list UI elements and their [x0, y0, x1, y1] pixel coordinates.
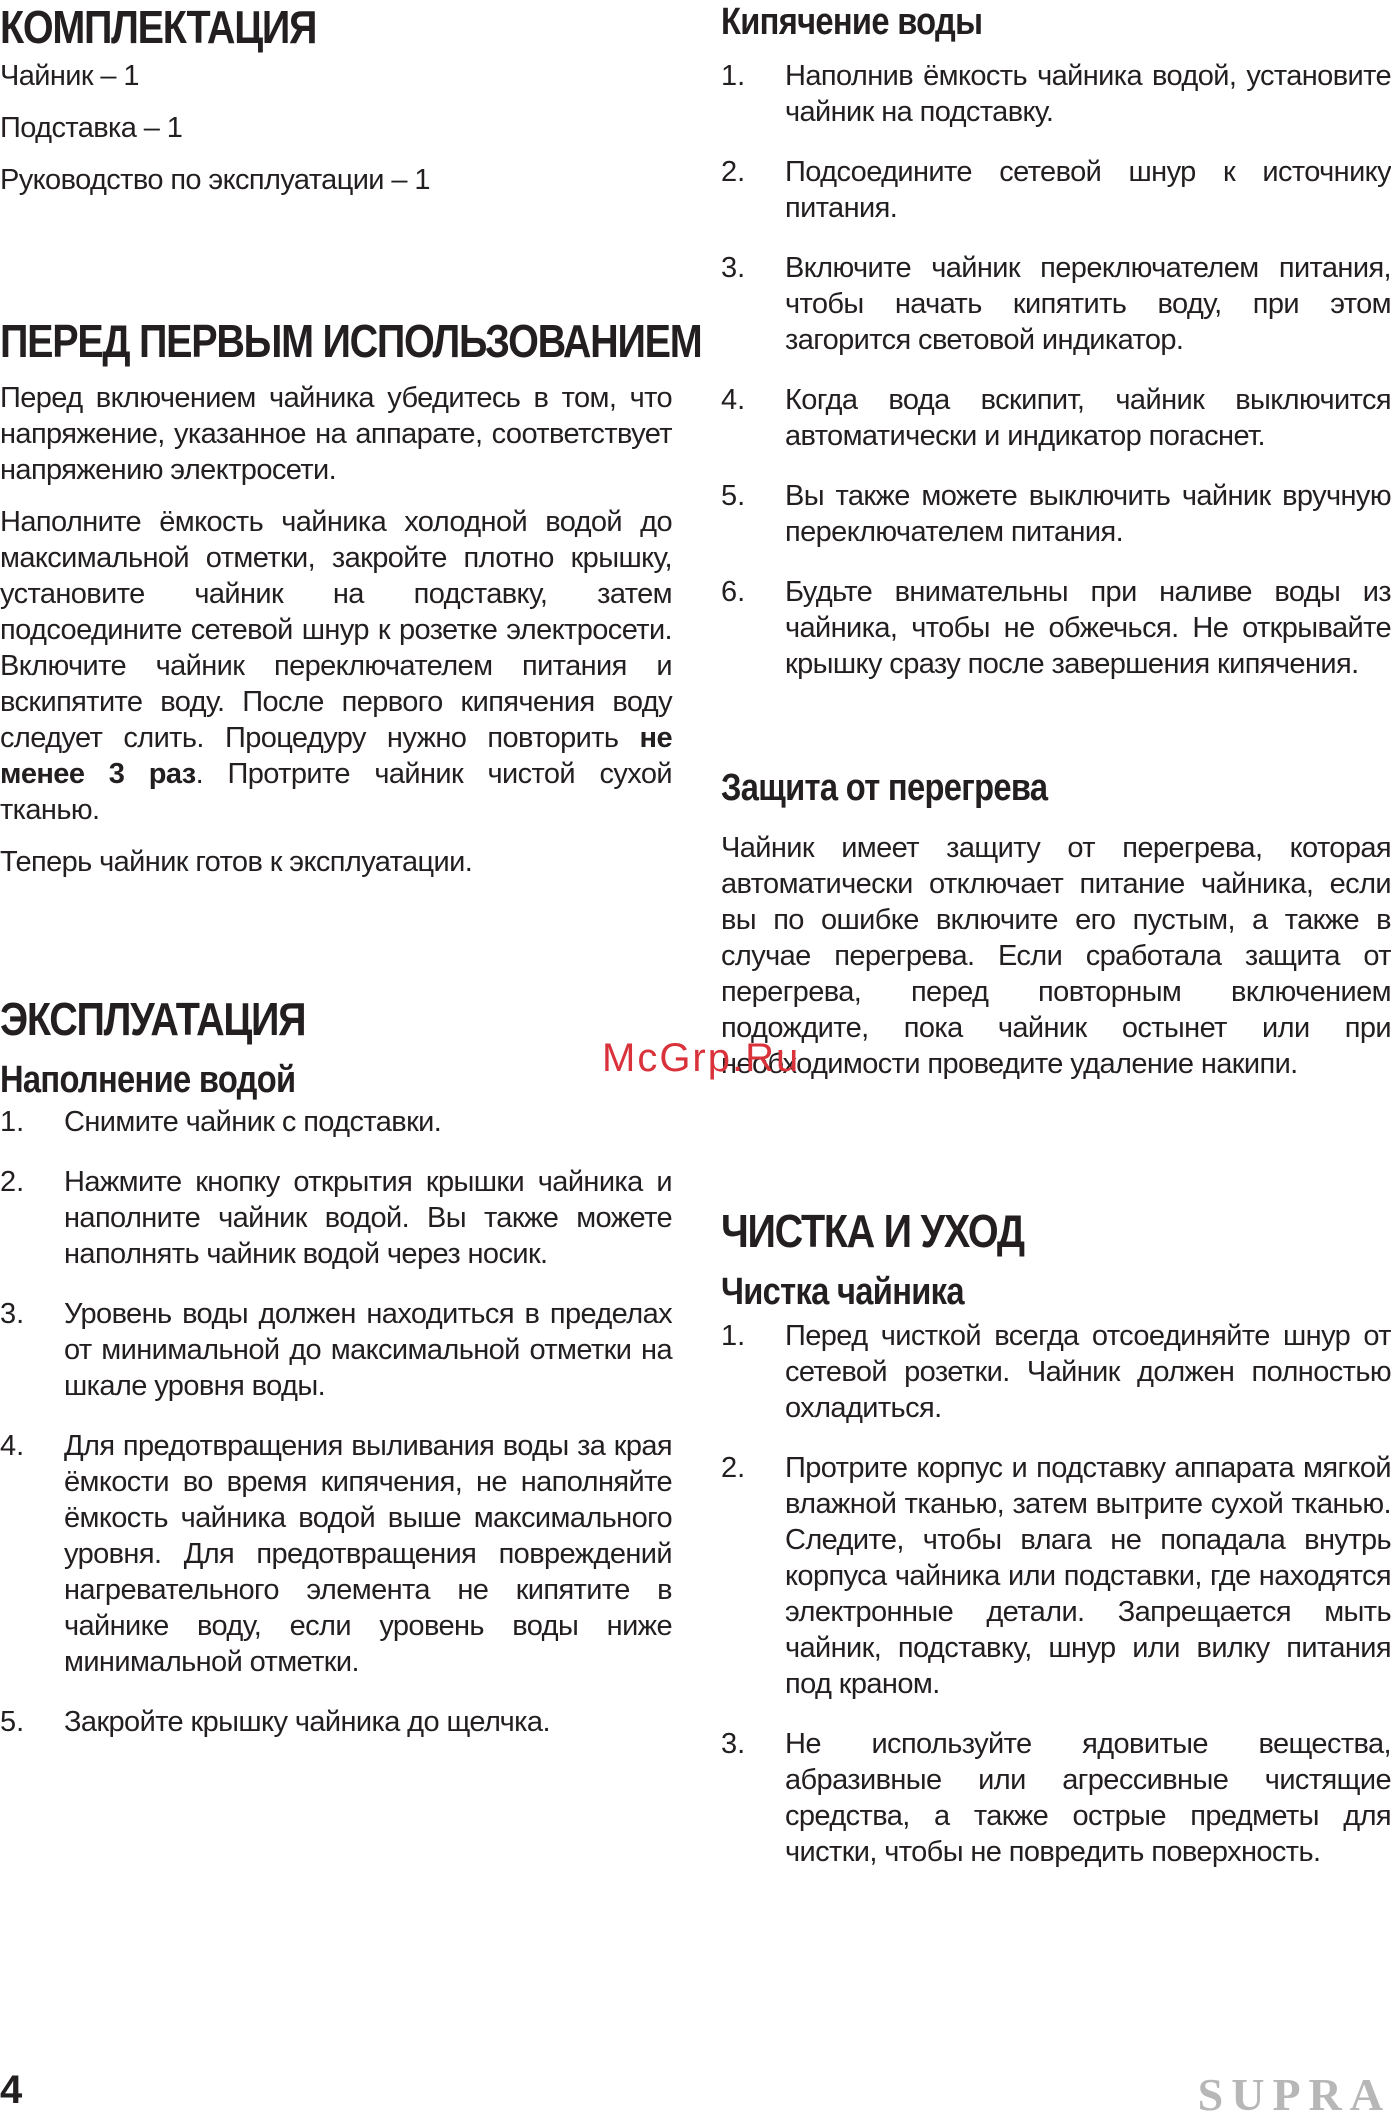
list-item [721, 574, 1391, 682]
list-item [721, 1726, 1391, 1870]
step-number: 5. [0, 1706, 25, 1738]
brand-logo: SUPRA [1197, 2069, 1391, 2120]
step-number: 2. [721, 1452, 746, 1484]
step-text: Снимите чайник с подставки. [64, 1106, 442, 1138]
step-text: Протрите корпус и подставку аппарата мягкой влажной тканью, затем вытрите сухой тканью. Следите, чтобы влага не попадала внутрь корпуса чайника или подставки, где находятся электронные детали. Запрещается мыть чайник, подставку, шнур или вилку питания под краном. [785, 1452, 1391, 1700]
care-heading: ЧИСТКА И УХОД [721, 1205, 1024, 1257]
step-text: Вы также можете выключить чайник вручную переключателем питания. [785, 480, 1391, 548]
watermark: McGrp.Ru [602, 1036, 801, 1080]
right-column [721, 0, 1391, 1894]
list-item [0, 1704, 672, 1740]
list-item [721, 1318, 1391, 1426]
package-item: Подставка – 1 [0, 112, 183, 144]
step-number: 3. [721, 252, 746, 284]
list-item [721, 154, 1391, 226]
package-item: Чайник – 1 [0, 60, 139, 92]
list-item [721, 250, 1391, 358]
filling-steps [0, 1104, 672, 1740]
step-number: 1. [721, 1320, 746, 1352]
step-text: Перед чисткой всегда отсоединяйте шнур от сетевой розетки. Чайник должен полностью охладиться. [785, 1320, 1391, 1424]
filling-heading: Наполнение водой [0, 1059, 296, 1101]
before-use-paragraph: Теперь чайник готов к эксплуатации. [0, 846, 473, 878]
before-first-use-heading: ПЕРЕД ПЕРВЫМ ИСПОЛЬЗОВАНИЕМ [0, 315, 702, 367]
boiling-steps [721, 58, 1391, 682]
step-text: Не используйте ядовитые вещества, абразивные или агрессивные чистящие средства, а также острые предметы для чистки, чтобы не повредить поверхность. [785, 1728, 1391, 1868]
list-item [0, 1104, 672, 1140]
step-text: Когда вода вскипит, чайник выключится автоматически и индикатор погаснет. [785, 384, 1391, 452]
list-item [721, 1450, 1391, 1702]
package-heading: КОМПЛЕКТАЦИЯ [0, 1, 317, 53]
list-item [0, 1296, 672, 1404]
step-number: 3. [0, 1298, 25, 1330]
page-number: 4 [0, 2068, 23, 2112]
before-use-text: Наполните ёмкость чайника холодной водой до максимальной отметки, закройте плотно крышку, установите чайник на подставку, затем подсоедините сетевой шнур к розетке электросети. Включите чайник переключателем питания и вскипятите воду. После первого кипячения воду следует слить. Процедуру нужно повторить [0, 506, 672, 754]
step-text: Для предотвращения выливания воды за края ёмкости во время кипячения, не наполняйте ёмкость чайника водой выше максимального уровня. Для предотвращения повреждений нагревательного элемента не кипятите в чайнике воду, если уровень воды ниже минимальной отметки. [64, 1430, 672, 1678]
step-number: 6. [721, 576, 746, 608]
step-text: Нажмите кнопку открытия крышки чайника и наполните чайник водой. Вы также можете наполнять чайник водой через носик. [64, 1166, 672, 1270]
step-text: Наполнив ёмкость чайника водой, установите чайник на подставку. [785, 60, 1391, 128]
cleaning-steps [721, 1318, 1391, 1870]
cleaning-heading: Чистка чайника [721, 1271, 964, 1313]
step-number: 1. [721, 60, 746, 92]
list-item [721, 58, 1391, 130]
before-use-paragraph: Перед включением чайника убедитесь в том, что напряжение, указанное на аппарате, соответствует напряжению электросети. [0, 382, 672, 486]
step-text: Будьте внимательны при наливе воды из чайника, чтобы не обжечься. Не открывайте крышку сразу после завершения кипячения. [785, 576, 1391, 680]
package-item: Руководство по эксплуатации – 1 [0, 164, 430, 196]
step-number: 4. [721, 384, 746, 416]
step-text: Закройте крышку чайника до щелчка. [64, 1706, 550, 1738]
before-use-paragraph [0, 504, 672, 828]
list-item [721, 478, 1391, 550]
overheat-paragraph: Чайник имеет защиту от перегрева, которая автоматически отключает питание чайника, если вы по ошибке включите его пустым, а также в случае перегрева. Если сработала защита от перегрева, перед повторным включением подождите, пока чайник остынет или при необходимости проведите удаление накипи. [721, 832, 1391, 1080]
step-number: 2. [0, 1166, 25, 1198]
before-first-use-section [0, 380, 672, 880]
step-number: 4. [0, 1430, 25, 1462]
step-number: 1. [0, 1106, 25, 1138]
overheat-heading: Защита от перегрева [721, 767, 1048, 809]
list-item [0, 1164, 672, 1272]
before-use-text: . Протрите чайник чистой сухой тканью. [0, 758, 672, 826]
step-number: 5. [721, 480, 746, 512]
list-item [0, 1428, 672, 1680]
operation-heading: ЭКСПЛУАТАЦИЯ [0, 993, 306, 1045]
boiling-heading: Кипячение воды [721, 1, 983, 43]
package-list [0, 58, 672, 198]
list-item [721, 382, 1391, 454]
step-text: Подсоедините сетевой шнур к источнику питания. [785, 156, 1391, 224]
step-number: 2. [721, 156, 746, 188]
before-use-emphasis: не менее 3 раз [0, 722, 672, 790]
step-number: 3. [721, 1728, 746, 1760]
step-text: Включите чайник переключателем питания, чтобы начать кипятить воду, при этом загорится световой индикатор. [785, 252, 1391, 356]
step-text: Уровень воды должен находиться в пределах от минимальной до максимальной отметки на шкале уровня воды. [64, 1298, 672, 1402]
